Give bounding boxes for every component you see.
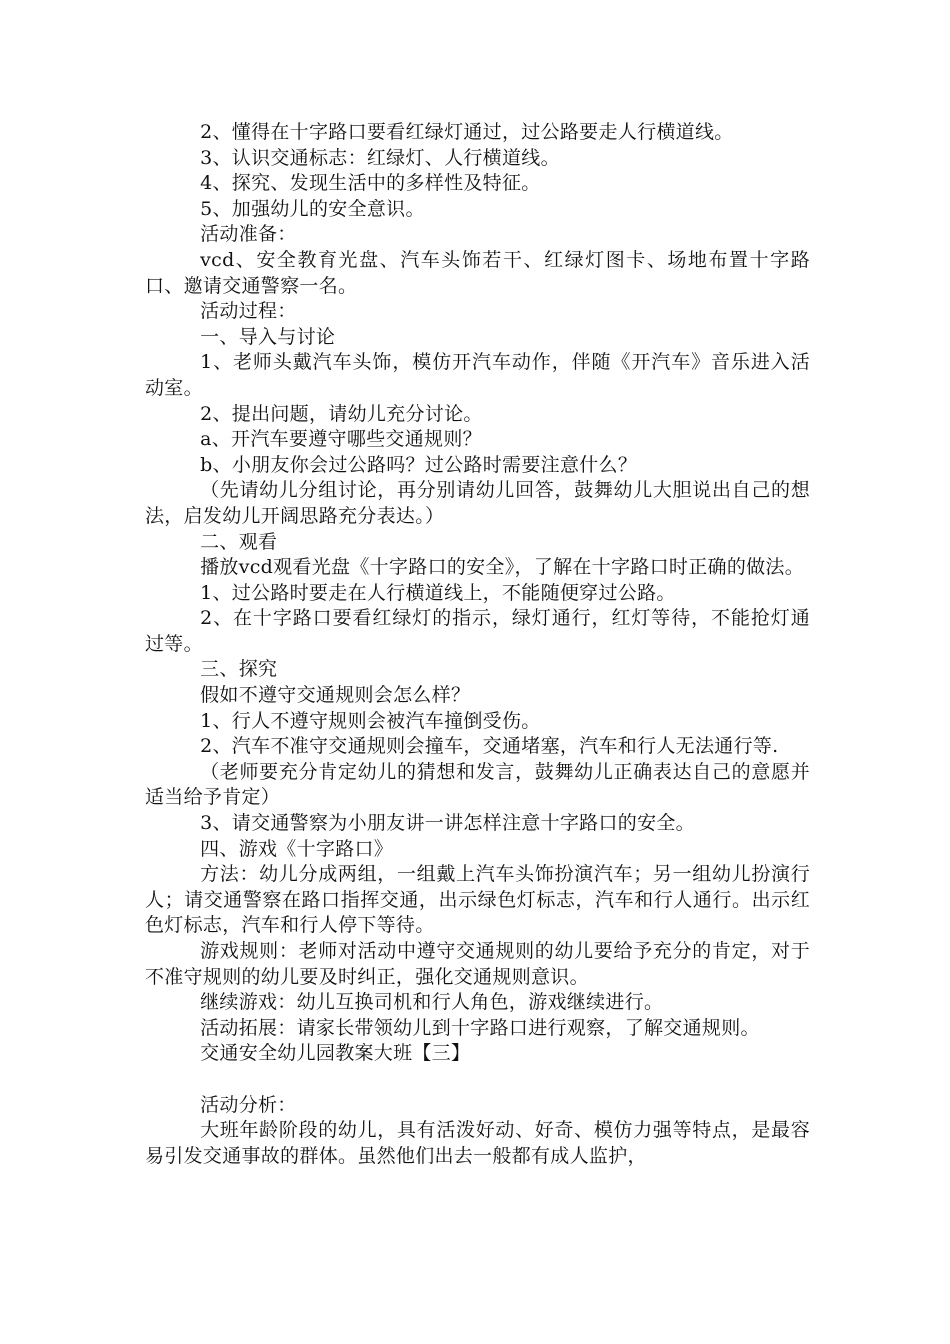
- paragraph: 活动拓展：请家长带领幼儿到十字路口进行观察，了解交通规则。: [200, 1016, 760, 1039]
- section-heading: 四、游戏《十字路口》: [200, 837, 394, 860]
- section-heading: 活动分析：: [200, 1093, 297, 1116]
- blank-line: [145, 1067, 810, 1093]
- paragraph: a、开汽车要遵守哪些交通规则？: [200, 428, 482, 451]
- paragraph: 假如不遵守交通规则会怎么样？: [200, 684, 471, 707]
- paragraph: 方法：幼儿分成两组，一组戴上汽车头饰扮演汽车；另一组幼儿扮演行人；请交通警察在路口指挥交通，出示绿色灯标志，汽车和行人通行。出示红色灯标志，汽车和行人停下等待。: [145, 863, 810, 937]
- paragraph: 3、请交通警察为小朋友讲一讲怎样注意十字路口的安全。: [200, 812, 695, 835]
- paragraph: 大班年龄阶段的幼儿，具有活泼好动、好奇、模仿力强等特点，是最容易引发交通事故的群体。虽然他们出去一般都有成人监护，: [145, 1119, 810, 1167]
- section-heading: 活动准备：: [200, 223, 297, 246]
- paragraph: 3、认识交通标志：红绿灯、人行横道线。: [200, 146, 560, 169]
- section-heading: 活动过程：: [200, 300, 297, 323]
- section-heading: 三、探究: [200, 658, 278, 681]
- document-page: [145, 120, 810, 1169]
- paragraph: 游戏规则：老师对活动中遵守交通规则的幼儿要给予充分的肯定，对于不准守规则的幼儿要及时纠正，强化交通规则意识。: [145, 940, 810, 988]
- paragraph: 2、汽车不准守交通规则会撞车，交通堵塞，汽车和行人无法通行等.: [200, 735, 779, 758]
- paragraph: 2、在十字路口要看红绿灯的指示，绿灯通行，红灯等待，不能抢灯通过等。: [145, 607, 810, 655]
- paragraph: 继续游戏：幼儿互换司机和行人角色，游戏继续进行。: [200, 991, 664, 1014]
- paragraph: 2、提出问题，请幼儿充分讨论。: [200, 402, 483, 425]
- paragraph: （老师要充分肯定幼儿的猜想和发言，鼓舞幼儿正确表达自己的意愿并适当给予肯定）: [145, 760, 810, 809]
- paragraph: （先请幼儿分组讨论，再分别请幼儿回答，鼓舞幼儿大胆说出自己的想法，启发幼儿开阔思路充分表达。）: [145, 479, 810, 527]
- paragraph: b、小朋友你会过公路吗？过公路时需要注意什么？: [200, 453, 638, 476]
- paragraph: 4、探究、发现生活中的多样性及特征。: [200, 172, 541, 195]
- paragraph: 5、加强幼儿的安全意识。: [200, 197, 425, 220]
- section-heading: 二、观看: [200, 530, 278, 553]
- document-subtitle: 交通安全幼儿园教案大班【三】: [200, 1042, 471, 1065]
- paragraph: vcd、安全教育光盘、汽车头饰若干、红绿灯图卡、场地布置十字路口、邀请交通警察一名。: [145, 248, 810, 297]
- paragraph: 1、过公路时要走在人行横道线上，不能随便穿过公路。: [200, 581, 676, 604]
- paragraph: 播放vcd观看光盘《十字路口的安全》，了解在十字路口时正确的做法。: [200, 556, 805, 579]
- paragraph: 1、行人不遵守规则会被汽车撞倒受伤。: [200, 709, 541, 732]
- section-heading: 一、导入与讨论: [200, 325, 336, 348]
- paragraph: 2、懂得在十字路口要看红绿灯通过，过公路要走人行横道线。: [200, 121, 734, 143]
- paragraph: 1、老师头戴汽车头饰，模仿开汽车动作，伴随《开汽车》音乐进入活动室。: [145, 351, 810, 399]
